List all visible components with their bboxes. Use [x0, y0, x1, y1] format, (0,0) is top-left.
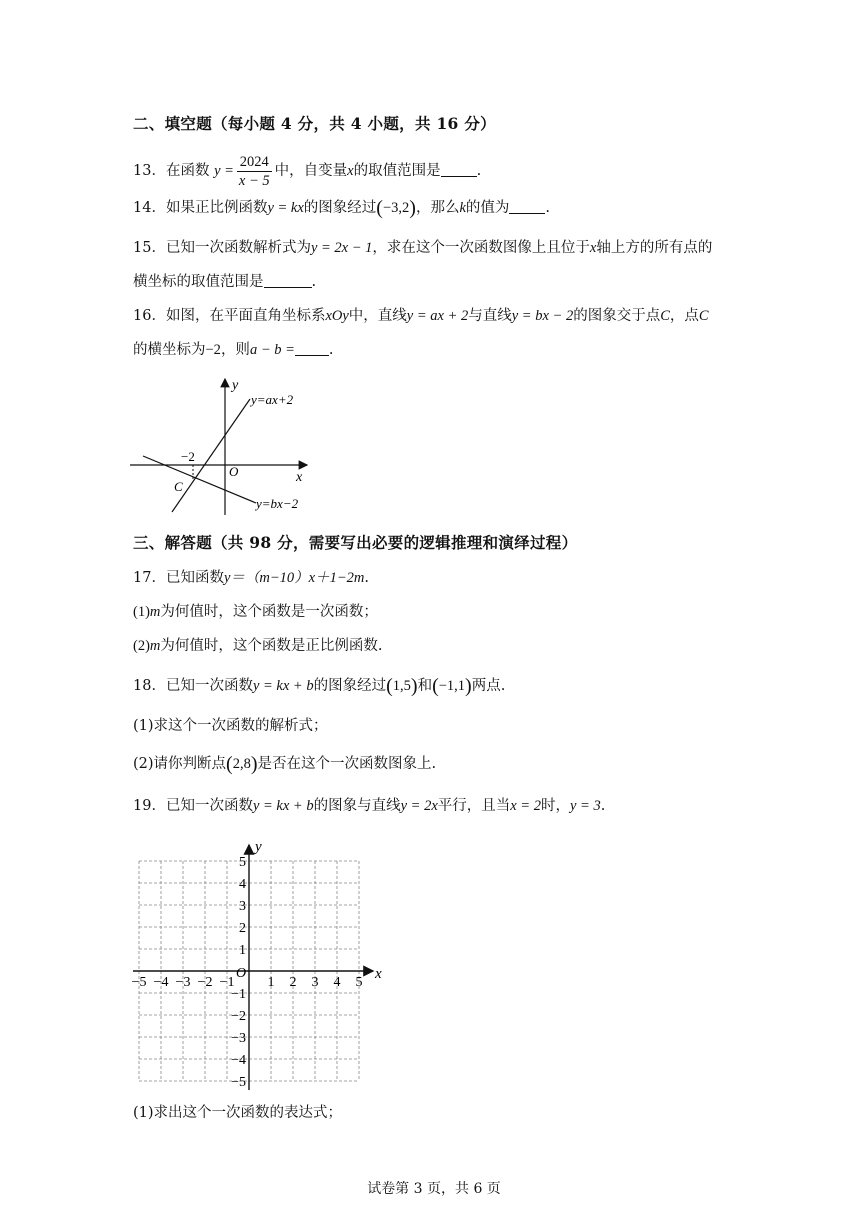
question-number: 18． [133, 678, 166, 694]
question-17: 17．已知函数y＝（m−10）x＋1−2m. [133, 570, 369, 586]
x-tick-label: 4 [333, 975, 341, 990]
y-tick-label: −2 [231, 1009, 246, 1024]
question-number: 14． [133, 200, 166, 216]
q19-coordinate-grid [125, 828, 385, 1090]
x-tick-label: −2 [197, 975, 213, 990]
q16-figure [125, 375, 325, 520]
origin-label: O [236, 966, 247, 981]
fig-line1-label: y=ax+2 [251, 392, 294, 407]
y-tick-label: −4 [231, 1053, 246, 1068]
x-tick-label: 2 [289, 975, 297, 990]
x-tick-label: 1 [267, 975, 275, 990]
answer-blank[interactable] [441, 162, 477, 177]
y-tick-label: −1 [231, 987, 246, 1002]
fig-neg2-label: −2 [181, 449, 195, 464]
question-18-part-1: (1)求这个一次函数的解析式； [133, 718, 328, 734]
x-tick-label: −5 [131, 975, 147, 990]
fraction: $\frac{2024}{x - 5}$ [238, 153, 270, 189]
question-number: 15． [133, 240, 166, 256]
x-tick-label: −3 [175, 975, 191, 990]
question-13: 13．在函数 y = $\frac{2024}{x - 5}$ 中，自变量x的取值范围是 . [133, 153, 482, 189]
line-bx-minus-2 [143, 456, 256, 503]
question-18: 18．已知一次函数y = kx + b的图象经过(1,5)和(−1,1)两点. [133, 675, 506, 697]
x-tick-label: −1 [219, 975, 235, 990]
question-19: 19．已知一次函数y = kx + b的图象与直线y = 2x平行，且当x = 2时，y = 3. [133, 798, 606, 814]
y-tick-label: 1 [239, 943, 246, 958]
y-tick-label: 4 [239, 877, 246, 892]
y-tick-label: 5 [239, 855, 246, 870]
page-footer: 试卷第 3 页，共 6 页 [367, 1181, 501, 1197]
answer-blank[interactable] [509, 199, 545, 214]
y-axis-label: y [255, 839, 262, 855]
question-17-part-1: (1)m为何值时，这个函数是一次函数； [133, 604, 378, 620]
question-16-line-2: 的横坐标为−2，则a − b = . [133, 342, 334, 358]
question-19-part-1: (1)求出这个一次函数的表达式； [133, 1105, 343, 1121]
fig-x-label: x [296, 470, 303, 485]
answer-blank[interactable] [264, 273, 312, 288]
question-18-part-2: (2)请你判断点(2,8)是否在这个一次函数图象上. [133, 753, 437, 775]
fig-y-label: y [232, 378, 239, 393]
question-number: 17． [133, 570, 166, 586]
y-tick-label: −5 [231, 1075, 246, 1090]
fig-c-label: C [174, 479, 183, 494]
question-number: 19． [133, 798, 166, 814]
y-tick-label: 3 [239, 899, 246, 914]
y-tick-label: −3 [231, 1031, 246, 1046]
question-14: 14．如果正比例函数y = kx的图象经过(−3,2)，那么k的值为 . [133, 197, 550, 219]
x-tick-label: 3 [311, 975, 319, 990]
question-15-line-2: 横坐标的取值范围是 . [133, 274, 317, 290]
question-16: 16．如图，在平面直角坐标系xOy中，直线y = ax + 2与直线y = bx − 2的图象交于点C，点C [133, 308, 709, 324]
y-tick-label: 2 [239, 921, 246, 936]
question-17-part-2: (2)m为何值时，这个函数是正比例函数. [133, 638, 383, 654]
question-number: 13． [133, 163, 166, 179]
fig-origin-label: O [229, 464, 239, 479]
x-tick-label: −4 [153, 975, 169, 990]
section-3-title: 三、解答题（共 98 分，需要写出必要的逻辑推理和演绎过程） [133, 533, 578, 552]
x-tick-label: 5 [355, 975, 363, 990]
answer-blank[interactable] [295, 341, 329, 356]
fig-line2-label: y=bx−2 [256, 496, 299, 511]
question-15: 15．已知一次函数解析式为y = 2x − 1，求在这个一次函数图像上且位于x轴上方的所有点的 [133, 240, 713, 256]
section-2-title: 二、填空题（每小题 4 分，共 4 小题，共 16 分） [133, 114, 496, 133]
question-number: 16． [133, 308, 166, 324]
x-axis-label: x [375, 966, 382, 982]
